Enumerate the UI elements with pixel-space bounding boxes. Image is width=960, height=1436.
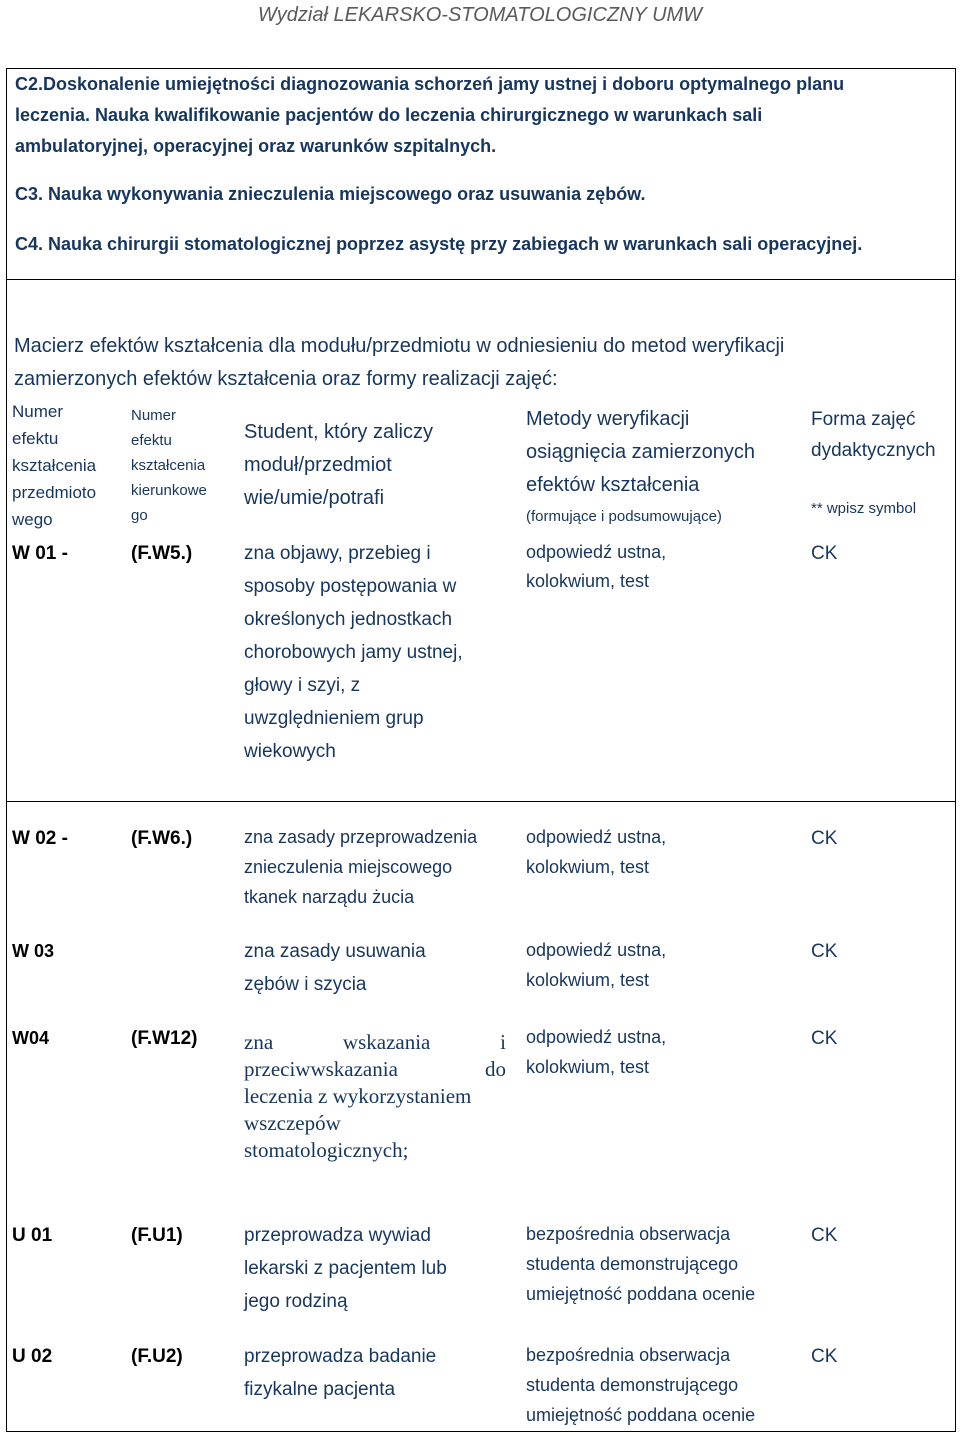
row-id: W 02 - <box>12 828 68 849</box>
row-id: U 01 <box>12 1225 53 1246</box>
goal-line: C4. Nauka chirurgii stomatologicznej poprzez asystę przy zabiegach w warunkach sali operacyjnej. <box>15 234 863 254</box>
row-id: W 03 <box>12 941 55 961</box>
row-method: bezpośrednia obserwacja studenta demonstrującego umiejętność poddana ocenie <box>526 1224 756 1304</box>
row-description: przeprowadza wywiad lekarski z pacjentem lub jego rodziną <box>244 1225 447 1312</box>
goal-line: ambulatoryjnej, operacyjnej oraz warunków szpitalnych. <box>15 136 497 156</box>
row-description: przeprowadza badanie fizykalne pacjenta <box>244 1346 437 1400</box>
row-method: odpowiedź ustna, kolokwium, test <box>526 827 667 877</box>
header-col-description: Student, który zaliczy moduł/przedmiot wie/umie/potrafi <box>244 421 433 509</box>
row-ref: (F.U1) <box>131 1225 183 1246</box>
goals-box <box>6 68 956 279</box>
faculty-header: Wydział LEKARSKO-STOMATOLOGICZNY UMW <box>257 4 703 26</box>
row-method: bezpośrednia obserwacja studenta demonstrującego umiejętność poddana ocenie <box>526 1345 756 1425</box>
row-ref: (F.W5.) <box>131 543 193 564</box>
row-form: CK <box>811 941 838 962</box>
row-form: CK <box>811 543 838 564</box>
row-method: odpowiedź ustna, kolokwium, test <box>526 542 667 591</box>
header-col-effect-number: Numer efektu kształcenia przedmioto wego <box>12 402 97 529</box>
row-ref: (F.U2) <box>131 1346 183 1367</box>
header-col-form: Forma zajęć dydaktycznych ** wpisz symbol <box>811 409 936 517</box>
goal-line: C2.Doskonalenie umiejętności diagnozowania schorzeń jamy ustnej i doboru optymalnego planu <box>15 74 845 94</box>
row-id: U 02 <box>12 1346 53 1367</box>
row-ref: (F.W12) <box>131 1028 198 1049</box>
row-form: CK <box>811 828 838 849</box>
row-description: zna zasady usuwania zębów i szycia <box>244 941 426 995</box>
row-method: odpowiedź ustna, kolokwium, test <box>526 940 667 990</box>
row-description: zna wskazania i przeciwwskazania do leczenia z wykorzystaniem wszczepów stomatologicznych; <box>244 1030 506 1162</box>
header-col-field-number: Numer efektu kształcenia kierunkowe go <box>131 407 207 524</box>
row-divider <box>6 801 956 802</box>
row-id: W 01 - <box>12 543 68 564</box>
goal-line: leczenia. Nauka kwalifikowanie pacjentów do leczenia chirurgicznego w warunkach sali <box>15 105 763 125</box>
row-method: odpowiedź ustna, kolokwium, test <box>526 1027 667 1077</box>
row-description: zna objawy, przebieg i sposoby postępowania w określonych jednostkach chorobowych jamy ustnej, głowy i szyi, z uwzględnieniem grup wiekowych <box>244 543 463 762</box>
row-id: W04 <box>12 1028 50 1048</box>
row-form: CK <box>811 1028 838 1049</box>
header-col-methods: Metody weryfikacji osiągnięcia zamierzonych efektów kształcenia (formujące i podsumowujące) <box>526 408 756 525</box>
matrix-title: Macierz efektów kształcenia dla modułu/przedmiotu w odniesieniu do metod weryfikacji zamierzonych efektów kształcenia oraz formy realizacji zajęć: <box>14 335 785 390</box>
row-form: CK <box>811 1346 838 1367</box>
row-ref: (F.W6.) <box>131 828 193 849</box>
row-description: zna zasady przeprowadzenia znieczulenia miejscowego tkanek narządu żucia <box>244 827 478 907</box>
goal-line: C3. Nauka wykonywania znieczulenia miejscowego oraz usuwania zębów. <box>15 184 646 204</box>
row-form: CK <box>811 1225 838 1246</box>
